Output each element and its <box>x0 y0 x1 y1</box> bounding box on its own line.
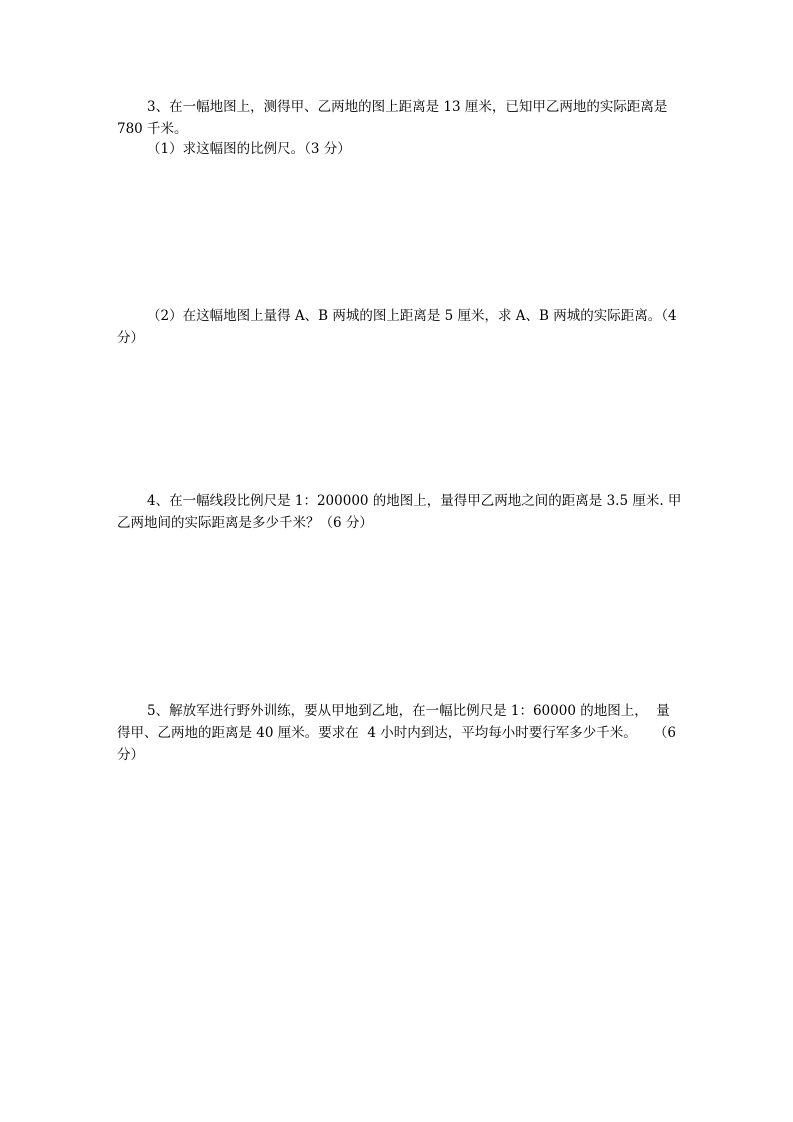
question-3-line-1: 3、在一幅地图上，测得甲、乙两地的图上距离是 13 厘米，已知甲乙两地的实际距离是 <box>147 99 668 115</box>
question-4 <box>117 490 682 534</box>
question-5-line-2: 得甲、乙两地的距离是 40 厘米。要求在 4 小时内到达，平均每小时要行军多少千米。 （6 <box>117 725 676 741</box>
question-3-part-1 <box>117 138 682 160</box>
question-3-part-2 <box>117 305 682 349</box>
question-3-stem <box>117 96 682 140</box>
question-5 <box>117 700 682 766</box>
question-3-part-2-line-2: 分） <box>117 330 144 346</box>
question-5-line-1: 5、解放军进行野外训练，要从甲地到乙地，在一幅比例尺是 1：60000 的地图上， 量 <box>147 703 670 719</box>
question-5-line-3: 分） <box>117 747 144 763</box>
question-3-part-1-text: （1）求这幅图的比例尺。（3 分） <box>147 141 351 157</box>
question-4-line-2: 乙两地间的实际距离是多少千米？（6 分） <box>117 515 373 531</box>
question-3-line-2: 780 千米。 <box>117 121 188 137</box>
question-3-part-2-line-1: （2）在这幅地图上量得 A、B 两城的图上距离是 5 厘米，求 A、B 两城的实际距离。（4 <box>147 308 677 324</box>
question-4-line-1: 4、在一幅线段比例尺是 1：200000 的地图上，量得甲乙两地之间的距离是 3.5 厘米. 甲 <box>147 493 682 509</box>
